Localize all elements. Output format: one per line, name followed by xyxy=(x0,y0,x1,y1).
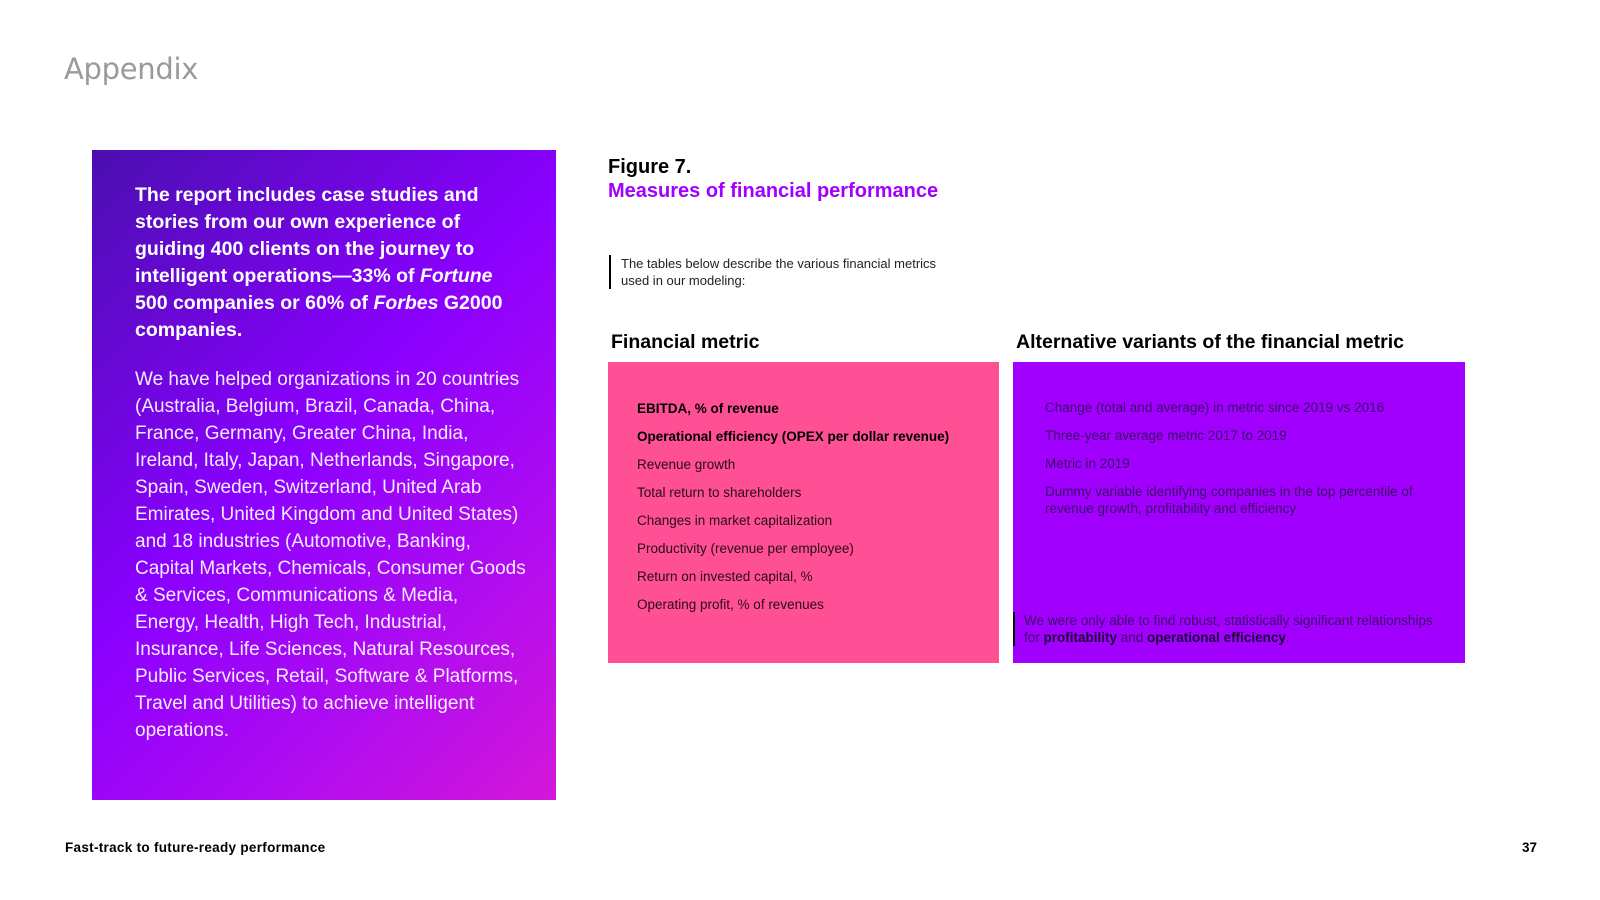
list-item: EBITDA, % of revenue xyxy=(637,401,779,416)
promo-lead-fortune: Fortune xyxy=(419,265,493,287)
alternative-variants-list xyxy=(1045,399,1445,517)
note-text-1: We were only able to find robust, statistically significant relationships for xyxy=(1024,613,1433,645)
list-item: Dummy variable identifying companies in the top percentile of revenue growth, profitability and efficiency xyxy=(1045,484,1413,516)
note-text-3: . xyxy=(1285,630,1290,645)
list-item: Return on invested capital, % xyxy=(637,569,813,584)
financial-metric-list xyxy=(637,400,999,613)
note-operational-efficiency: operational efficiency xyxy=(1147,630,1286,645)
list-item: Total return to shareholders xyxy=(637,485,802,500)
list-item: Changes in market capitalization xyxy=(637,513,833,528)
alternative-variants-heading: Alternative variants of the financial metric xyxy=(1016,331,1404,353)
figure-intro: The tables below describe the various financial metrics used in our modeling: xyxy=(609,255,961,289)
promo-panel xyxy=(92,150,556,800)
note-text-2: and xyxy=(1117,630,1148,645)
list-item: Metric in 2019 xyxy=(1045,456,1130,471)
promo-lead-text-1: The report includes case studies and stories from our own experience of guiding 400 clients on the journey to intelligent operations—33% of xyxy=(135,184,479,287)
list-item: Three-year average metric 2017 to 2019 xyxy=(1045,428,1287,443)
figure-title: Measures of financial performance xyxy=(608,180,939,202)
figure-number: Figure 7. xyxy=(608,156,692,178)
list-item: Revenue growth xyxy=(637,457,736,472)
promo-lead-text-3: G2000 companies. xyxy=(135,292,503,341)
promo-lead xyxy=(135,182,526,344)
list-item: Operational efficiency (OPEX per dollar revenue) xyxy=(637,429,950,444)
page-title: Appendix xyxy=(64,52,199,86)
page-number: 37 xyxy=(1522,840,1538,855)
alternative-variants-box xyxy=(1013,362,1465,663)
note-profitability: profitability xyxy=(1043,630,1118,645)
significance-note xyxy=(1013,612,1444,646)
financial-metric-heading: Financial metric xyxy=(611,331,760,353)
footer-report-title: Fast-track to future-ready performance xyxy=(65,840,326,855)
list-item: Change (total and average) in metric since 2019 vs 2016 xyxy=(1045,400,1385,415)
promo-lead-text-2: 500 companies or 60% of xyxy=(135,292,374,314)
promo-body: We have helped organizations in 20 countries (Australia, Belgium, Brazil, Canada, China, France, Germany, Greater China, India, Ireland, Italy, Japan, Netherlands, Singapore, Spain, Sweden, Switzerland, United Arab Emirates, United Kingdom and United States) and 18 industries (Automotive, Banking, Capital Markets, Chemicals, Consumer Goods & Services, Communications & Media, Energy, Health, High Tech, Industrial, Insurance, Life Sciences, Natural Resources, Public Services, Retail, Software & Platforms, Travel and Utilities) to achieve intelligent operations. xyxy=(135,369,526,741)
promo-lead-forbes: Forbes xyxy=(373,292,439,314)
financial-metric-box xyxy=(608,362,999,663)
list-item: Operating profit, % of revenues xyxy=(637,597,824,612)
list-item: Productivity (revenue per employee) xyxy=(637,541,854,556)
